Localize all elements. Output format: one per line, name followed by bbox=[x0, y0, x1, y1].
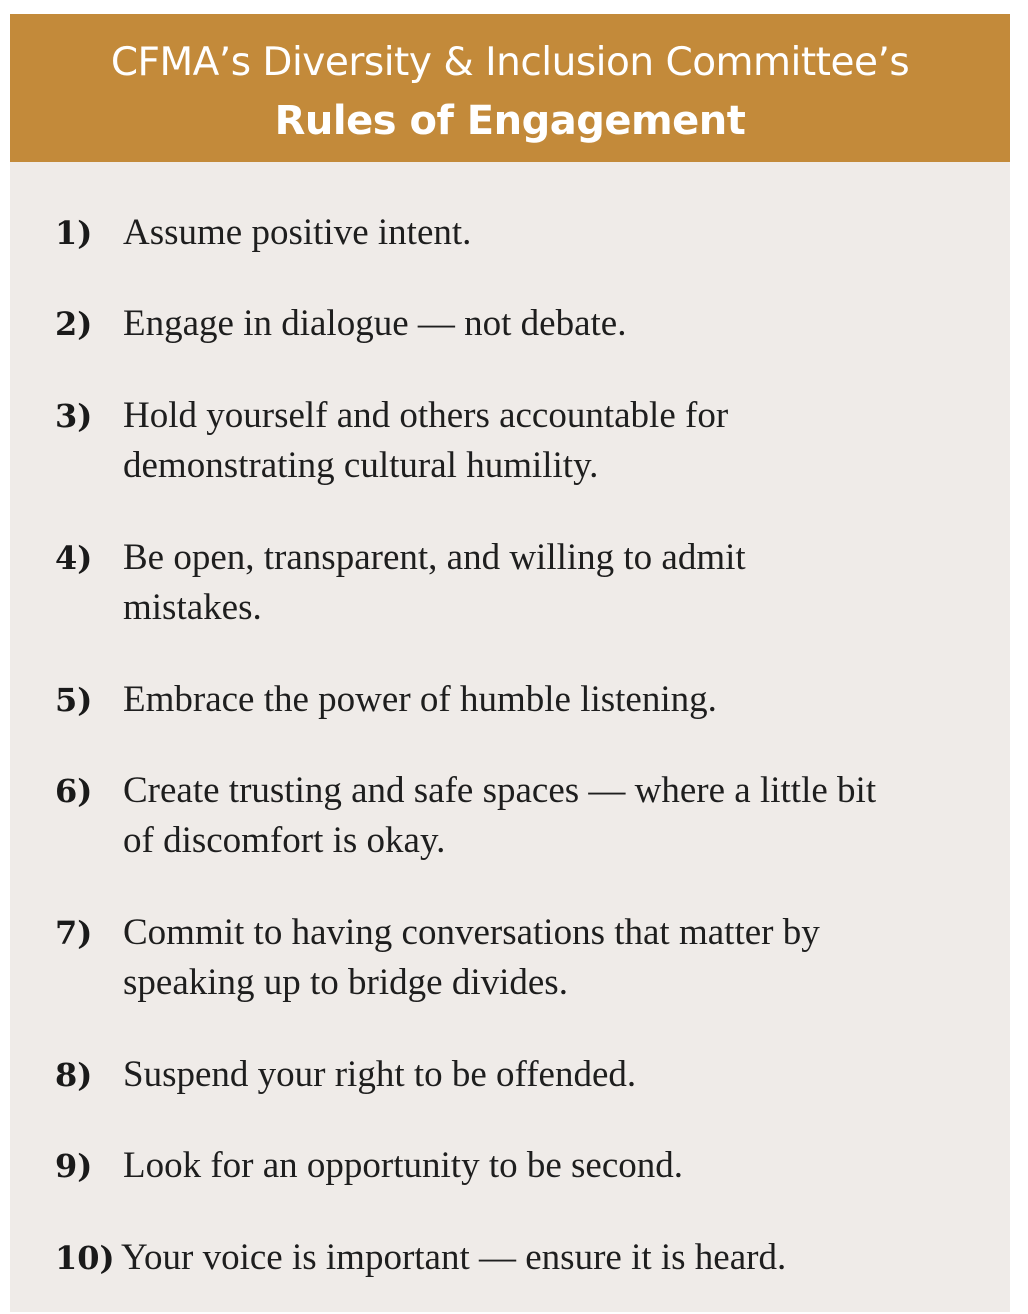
rules-card bbox=[10, 14, 1010, 1312]
rule-text: Look for an opportunity to be second. bbox=[123, 1145, 684, 1186]
rule-number: 8) bbox=[55, 1056, 93, 1094]
rule-text: Assume positive intent. bbox=[123, 212, 472, 253]
rule-number: 1) bbox=[55, 214, 93, 252]
rule-text: Commit to having conversations that matter by speaking up to bridge divides. bbox=[123, 912, 820, 1003]
rule-number: 2) bbox=[55, 305, 93, 343]
rule-text: Be open, transparent, and willing to admit mistakes. bbox=[123, 537, 746, 628]
rule-text: Suspend your right to be offended. bbox=[123, 1054, 637, 1095]
header-subtitle: Rules of Engagement bbox=[274, 98, 746, 144]
header-title: CFMA’s Diversity & Inclusion Committee’s bbox=[110, 40, 910, 85]
rule-number: 9) bbox=[55, 1147, 93, 1185]
rule-text: Create trusting and safe spaces — where a little bit of discomfort is okay. bbox=[123, 770, 877, 861]
rule-text: Hold yourself and others accountable for demonstrating cultural humility. bbox=[123, 395, 729, 486]
rule-number: 4) bbox=[55, 539, 93, 577]
rule-number: 10) bbox=[55, 1239, 115, 1277]
rule-number: 7) bbox=[55, 914, 93, 952]
rule-number: 6) bbox=[55, 772, 93, 810]
rule-number: 3) bbox=[55, 397, 93, 435]
rule-text: Embrace the power of humble listening. bbox=[123, 679, 717, 720]
rule-text: Engage in dialogue — not debate. bbox=[123, 303, 627, 344]
rules-list bbox=[10, 14, 1010, 1312]
rule-number: 5) bbox=[55, 681, 93, 719]
rule-text: Your voice is important — ensure it is heard. bbox=[121, 1237, 787, 1278]
